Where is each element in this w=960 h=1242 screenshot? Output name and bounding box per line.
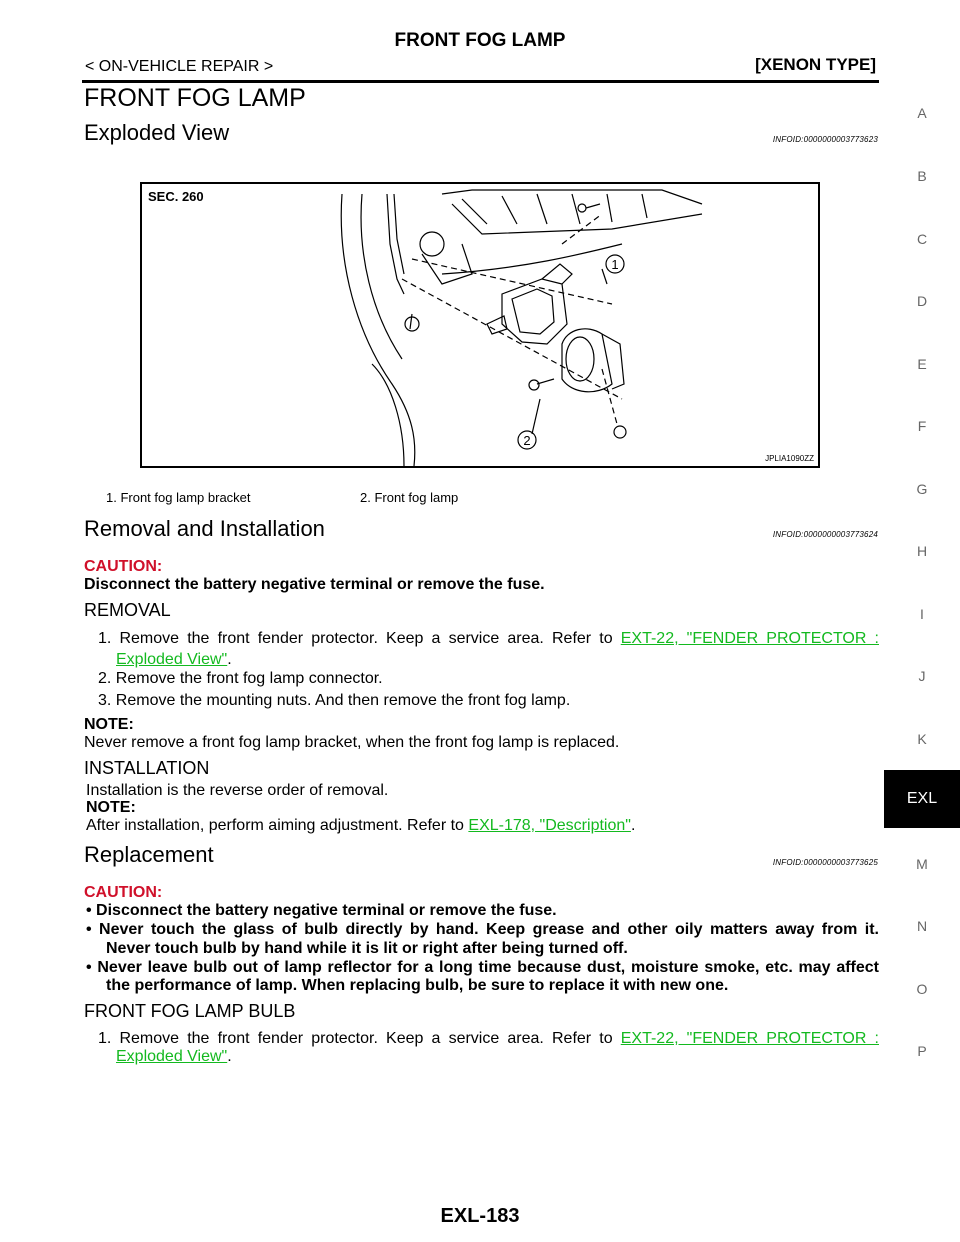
callout-1: 1	[611, 257, 619, 272]
removal-step-1	[98, 630, 879, 648]
callout-2: 2	[523, 433, 531, 448]
tab-g[interactable]: G	[916, 481, 928, 497]
figure-code: JPLIA1090ZZ	[765, 454, 814, 463]
removal-step-1-text: 1. Remove the front fender protector. Keep a service area. Refer to	[98, 630, 621, 647]
exploded-view-figure	[140, 182, 820, 468]
ext-22-link-2[interactable]: EXT-22, "FENDER PROTECTOR :	[620, 1030, 879, 1047]
page-header-title: FRONT FOG LAMP	[394, 30, 566, 51]
replacement-caution-label: CAUTION:	[84, 884, 163, 901]
exploded-view-infoid: INFOID:0000000003773623	[772, 135, 878, 144]
period: .	[630, 817, 636, 834]
legend-item-2: 2. Front fog lamp	[360, 490, 459, 505]
header-divider	[82, 80, 879, 83]
bulb-heading: FRONT FOG LAMP BULB	[84, 1001, 296, 1021]
removal-step-1-cont	[116, 651, 232, 669]
removal-installation-infoid: INFOID:0000000003773624	[772, 530, 878, 539]
removal-installation-heading: Removal and Installation	[84, 516, 325, 541]
installation-text: Installation is the reverse order of removal.	[86, 782, 389, 799]
tab-c[interactable]: C	[916, 231, 928, 247]
section-title: FRONT FOG LAMP	[84, 84, 306, 112]
replacement-heading: Replacement	[84, 842, 214, 867]
caution-bullet-2: • Never touch the glass of bulb directly by hand. Keep grease and other oily matters away from it.	[86, 921, 879, 938]
bulb-step-1-cont	[116, 1048, 232, 1066]
legend-item-1: 1. Front fog lamp bracket	[106, 490, 251, 505]
figure-sec-label: SEC. 260	[148, 189, 204, 204]
ext-22-link-2-cont[interactable]: Exploded View"	[116, 1048, 228, 1065]
tab-exl-active[interactable]: EXL	[884, 770, 960, 828]
tab-n[interactable]: N	[916, 918, 928, 934]
fog-lamp-diagram	[142, 184, 818, 466]
caution-bullet-2-cont: Never touch bulb by hand while it is lit or right after being turned off.	[106, 940, 628, 957]
note-label: NOTE:	[84, 716, 134, 733]
removal-heading: REMOVAL	[84, 600, 171, 620]
replacement-infoid: INFOID:0000000003773625	[772, 858, 878, 867]
removal-step-2: 2. Remove the front fog lamp connector.	[98, 670, 383, 687]
page-number: EXL-183	[440, 1205, 520, 1227]
type-label: [XENON TYPE]	[755, 55, 876, 74]
ext-22-link-cont[interactable]: Exploded View"	[116, 651, 228, 668]
bulb-step-1	[98, 1030, 879, 1048]
note2-label: NOTE:	[86, 799, 136, 816]
installation-heading: INSTALLATION	[84, 758, 210, 778]
tab-h[interactable]: H	[916, 543, 928, 559]
note2-prefix: After installation, perform aiming adjustment. Refer to	[86, 817, 469, 834]
tab-j[interactable]: J	[918, 668, 926, 684]
tab-m[interactable]: M	[916, 856, 928, 872]
exl-178-link[interactable]: EXL-178, "Description"	[468, 817, 631, 834]
caution-bullet-3: • Never leave bulb out of lamp reflector for a long time because dust, moisture smoke, etc. may affect	[86, 959, 879, 976]
note-text: Never remove a front fog lamp bracket, when the front fog lamp is replaced.	[84, 734, 620, 751]
period: .	[227, 651, 232, 668]
tab-b[interactable]: B	[917, 168, 927, 184]
period: .	[227, 1048, 232, 1065]
caution-bullet-1: • Disconnect the battery negative terminal or remove the fuse.	[86, 902, 557, 919]
ext-22-link[interactable]: EXT-22, "FENDER PROTECTOR :	[620, 630, 879, 647]
tab-e[interactable]: E	[917, 356, 927, 372]
tab-p[interactable]: P	[917, 1043, 927, 1059]
tab-a[interactable]: A	[917, 105, 927, 121]
tab-d[interactable]: D	[916, 293, 928, 309]
tab-f[interactable]: F	[917, 418, 927, 434]
tab-i[interactable]: I	[920, 606, 924, 622]
caution-label: CAUTION:	[84, 558, 163, 575]
breadcrumb: < ON-VEHICLE REPAIR >	[85, 58, 274, 75]
removal-step-3: 3. Remove the mounting nuts. And then remove the front fog lamp.	[98, 692, 571, 709]
tab-o[interactable]: O	[916, 981, 928, 997]
tab-k[interactable]: K	[917, 731, 927, 747]
caution-text: Disconnect the battery negative terminal or remove the fuse.	[84, 576, 545, 593]
caution-bullet-3-cont: the performance of lamp. When replacing bulb, be sure to replace it with new one.	[106, 977, 729, 994]
bulb-step-1-text: 1. Remove the front fender protector. Keep a service area. Refer to	[98, 1030, 621, 1047]
exploded-view-heading: Exploded View	[84, 120, 230, 145]
note2-text	[86, 817, 635, 835]
